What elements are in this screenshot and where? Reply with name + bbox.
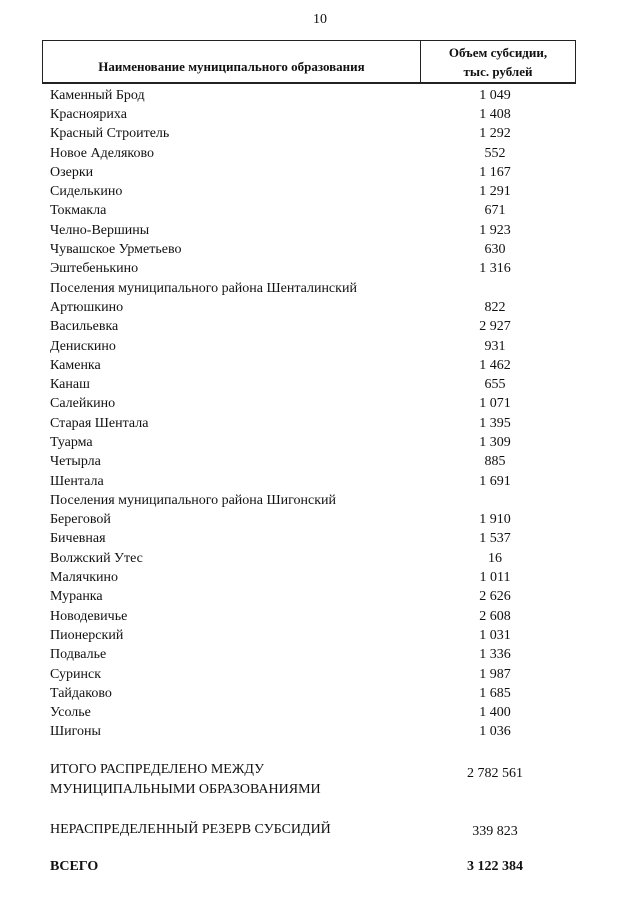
table-row: [50, 684, 576, 703]
municipality-name: Канаш: [50, 377, 90, 393]
municipality-name: Краснояриха: [50, 106, 127, 122]
summary-total: [50, 857, 576, 877]
subsidy-value: 655: [484, 377, 506, 393]
municipality-name: Новодевичье: [50, 608, 128, 624]
subsidy-value: 1 309: [479, 434, 511, 450]
municipality-name: Шентала: [50, 473, 104, 489]
table-row: [50, 356, 576, 375]
subsidy-value: 1 316: [479, 261, 511, 277]
subsidy-value: 1 462: [479, 357, 511, 373]
column-header-value: [421, 41, 575, 82]
municipality-name: Новое Аделяково: [50, 145, 154, 161]
column-header-name: Наименование муниципального образования: [43, 41, 421, 82]
subsidy-value: 931: [484, 338, 506, 354]
table-row: [50, 665, 576, 684]
subsidy-value: 671: [484, 203, 506, 219]
summary-distributed: [50, 760, 576, 800]
municipality-name: Денискино: [50, 338, 116, 354]
summary-distributed-label-line2: МУНИЦИПАЛЬНЫМИ ОБРАЗОВАНИЯМИ: [50, 782, 321, 797]
subsidy-value: 1 395: [479, 415, 511, 431]
subsidy-value: 1 071: [479, 396, 511, 412]
summary-total-value: 3 122 384: [467, 859, 523, 874]
table-row: [50, 414, 576, 433]
summary-distributed-label-line1: ИТОГО РАСПРЕДЕЛЕНО МЕЖДУ: [50, 762, 264, 777]
municipality-name: Сиделькино: [50, 184, 123, 200]
section-heading-row: [50, 491, 576, 510]
municipality-name: Усолье: [50, 705, 91, 721]
municipality-name: Старая Шентала: [50, 415, 149, 431]
subsidy-value: 1 537: [479, 531, 511, 547]
column-header-value-line1: Объем субсидии,: [448, 44, 548, 60]
table-row: [50, 453, 576, 472]
subsidy-value: 1 049: [479, 87, 511, 103]
summary-distributed-label: [50, 760, 430, 800]
table-row: [50, 182, 576, 201]
table-row: [50, 260, 576, 279]
subsidy-value: 1 292: [479, 126, 511, 142]
page-number: 10: [313, 12, 327, 27]
column-header-value-line2: тыс. рублей: [463, 63, 533, 79]
subsidy-value: 822: [484, 299, 506, 315]
municipality-name: Чувашское Урметьево: [50, 242, 182, 258]
subsidy-value: 1 400: [479, 705, 511, 721]
municipality-name: Красный Строитель: [50, 126, 170, 142]
municipality-name: Волжский Утес: [50, 550, 143, 566]
municipality-name: Каменный Брод: [50, 87, 145, 103]
municipality-name: Пионерский: [50, 627, 124, 643]
table-row: [50, 318, 576, 337]
table-row: [50, 472, 576, 491]
table-row: [50, 86, 576, 105]
subsidy-value: 1 691: [479, 473, 511, 489]
table-row: [50, 375, 576, 394]
municipality-name: Малячкино: [50, 570, 119, 586]
table-row: [50, 105, 576, 124]
table-row: [50, 607, 576, 626]
subsidy-value: 1 167: [479, 164, 511, 180]
subsidy-value: 2 626: [479, 589, 511, 605]
municipality-name: Каменка: [50, 357, 101, 373]
table-row: [50, 549, 576, 568]
table-row: [50, 144, 576, 163]
municipality-name: Бичевная: [50, 531, 106, 547]
municipality-name: Подвалье: [50, 647, 107, 663]
table-row: [50, 433, 576, 452]
subsidy-value: 1 031: [479, 627, 511, 643]
section-heading: Поселения муниципального района Шенталинский: [50, 280, 357, 296]
municipality-name: Артюшкино: [50, 299, 124, 315]
table-row: [50, 723, 576, 742]
subsidy-value: 2 927: [479, 319, 511, 335]
table-row: [50, 626, 576, 645]
summary-total-label: ВСЕГО: [50, 859, 99, 874]
subsidy-value: 885: [484, 454, 506, 470]
table-row: [50, 530, 576, 549]
summary-reserve-label: НЕРАСПРЕДЕЛЕННЫЙ РЕЗЕРВ СУБСИДИЙ: [50, 822, 331, 837]
subsidy-value: 1 291: [479, 184, 511, 200]
table-row: [50, 588, 576, 607]
summary-distributed-value: 2 782 561: [467, 766, 523, 781]
table-row: [50, 568, 576, 587]
subsidy-value: 1 685: [479, 685, 511, 701]
municipality-name: Четырла: [50, 454, 101, 470]
municipality-name: Тайдаково: [50, 685, 112, 701]
table-row: [50, 337, 576, 356]
subsidy-value: 1 408: [479, 106, 511, 122]
table-row: [50, 163, 576, 182]
summary-reserve: [50, 820, 576, 840]
subsidy-value: 1 923: [479, 222, 511, 238]
section-heading: Поселения муниципального района Шигонский: [50, 492, 337, 508]
subsidy-value: 2 608: [479, 608, 511, 624]
subsidy-value: 1 011: [479, 570, 511, 586]
table-row: [50, 240, 576, 259]
municipality-name: Токмакла: [50, 203, 107, 219]
table-row: [50, 298, 576, 317]
subsidy-value: 1 036: [479, 724, 511, 740]
municipality-name: Муранка: [50, 589, 103, 605]
municipality-name: Васильевка: [50, 319, 119, 335]
municipality-name: Шигоны: [50, 724, 101, 740]
municipality-name: Суринск: [50, 666, 101, 682]
section-heading-row: [50, 279, 576, 298]
table-row: [50, 704, 576, 723]
municipality-name: Салейкино: [50, 396, 116, 412]
table-row: [50, 221, 576, 240]
municipality-name: Туарма: [50, 434, 93, 450]
subsidy-value: 1 336: [479, 647, 511, 663]
table-row: [50, 511, 576, 530]
municipality-name: Береговой: [50, 512, 111, 528]
subsidy-value: 552: [484, 145, 506, 161]
subsidy-value: 16: [488, 550, 502, 566]
subsidy-value: 1 910: [479, 512, 511, 528]
municipality-name: Эштебенькино: [50, 261, 139, 277]
subsidy-value: 1 987: [479, 666, 511, 682]
subsidy-value: 630: [484, 242, 506, 258]
table-row: [50, 202, 576, 221]
summary-reserve-value: 339 823: [472, 824, 518, 839]
table-header: [42, 40, 576, 84]
municipality-name: Челно-Вершины: [50, 222, 150, 238]
table-row: [50, 646, 576, 665]
table-body: [50, 86, 576, 742]
table-row: [50, 395, 576, 414]
table-row: [50, 125, 576, 144]
municipality-name: Озерки: [50, 164, 94, 180]
